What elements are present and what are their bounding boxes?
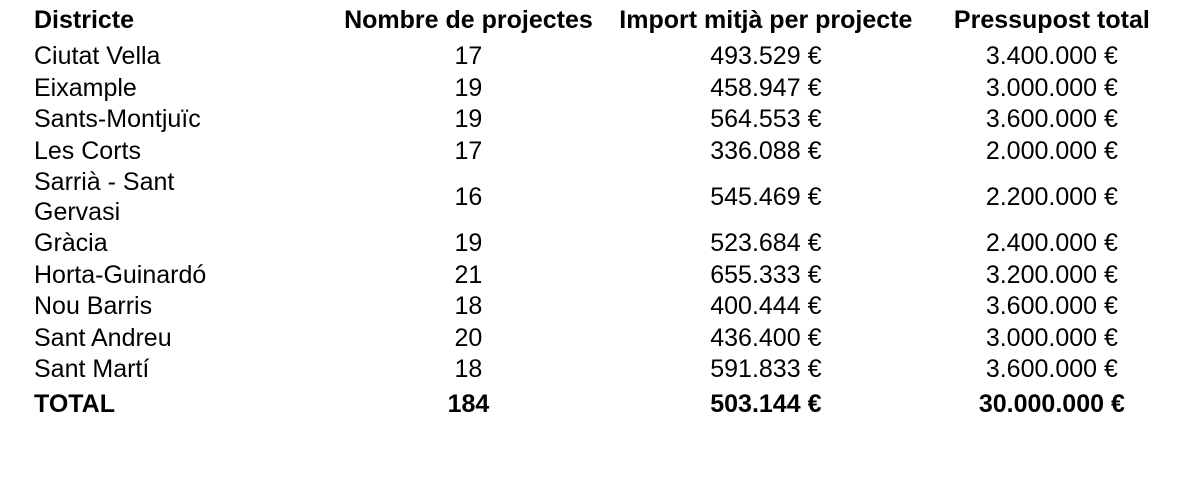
cell-district [28, 136, 337, 168]
district-name: Sant Martí [34, 355, 150, 383]
table-row [28, 228, 1172, 260]
district-name: Eixample [34, 73, 137, 102]
table-row [28, 73, 1172, 105]
cell-district [28, 323, 337, 355]
cell-budget: 2.200.000 € [985, 182, 1118, 211]
district-name: Nou Barris [34, 292, 153, 320]
table-header [28, 4, 1172, 41]
table-total-row [28, 386, 1172, 421]
column-header-average: Import mitjà per projecte [619, 6, 913, 34]
cell-budget: 3.000.000 € [985, 323, 1118, 352]
cell-district [28, 228, 337, 260]
cell-count: 21 [454, 260, 483, 289]
cell-count: 16 [454, 182, 483, 211]
cell-count: 18 [454, 292, 483, 320]
cell-average: 545.469 € [710, 182, 822, 211]
cell-budget: 3.000.000 € [985, 73, 1118, 102]
cell-budget: 2.000.000 € [985, 136, 1118, 165]
cell-total-label: TOTAL [34, 389, 116, 418]
district-name: Sarrià - Sant Gervasi [34, 168, 175, 226]
cell-total-average: 503.144 € [710, 389, 822, 418]
table-row [28, 136, 1172, 168]
cell-average: 493.529 € [710, 42, 822, 70]
cell-count: 19 [454, 229, 483, 257]
cell-average: 655.333 € [710, 260, 822, 289]
cell-budget: 2.400.000 € [985, 229, 1118, 257]
table-row [28, 291, 1172, 323]
cell-average: 458.947 € [710, 73, 822, 102]
cell-average: 591.833 € [710, 355, 822, 383]
cell-total-budget: 30.000.000 € [978, 389, 1125, 418]
table-row [28, 41, 1172, 73]
cell-district [28, 73, 337, 105]
cell-count: 20 [454, 323, 483, 352]
cell-budget: 3.600.000 € [985, 292, 1118, 320]
cell-budget: 3.200.000 € [985, 260, 1118, 289]
cell-total-count: 184 [447, 389, 490, 418]
table-row [28, 167, 1172, 228]
cell-count: 17 [454, 136, 483, 165]
table-row [28, 260, 1172, 292]
cell-average: 336.088 € [710, 136, 822, 165]
cell-count: 19 [454, 105, 483, 133]
table-header-row [28, 4, 1172, 41]
district-name: Ciutat Vella [34, 42, 161, 70]
cell-district [28, 291, 337, 323]
district-name: Sant Andreu [34, 323, 172, 352]
cell-average: 400.444 € [710, 292, 822, 320]
cell-district [28, 104, 337, 136]
cell-district [28, 354, 337, 386]
cell-count: 17 [454, 42, 483, 70]
cell-average: 564.553 € [710, 105, 822, 133]
cell-average: 523.684 € [710, 229, 822, 257]
column-header-district: Districte [34, 6, 135, 34]
table-body [28, 41, 1172, 420]
cell-count: 18 [454, 355, 483, 383]
district-name: Gràcia [34, 229, 108, 257]
districts-budget-table [28, 4, 1172, 420]
column-header-budget: Pressupost total [953, 6, 1150, 34]
district-name: Les Corts [34, 136, 141, 165]
column-header-count: Nombre de projectes [344, 6, 593, 34]
cell-district [28, 41, 337, 73]
cell-budget: 3.600.000 € [985, 105, 1118, 133]
table-row [28, 354, 1172, 386]
table-row [28, 323, 1172, 355]
cell-budget: 3.400.000 € [985, 42, 1118, 70]
cell-district [28, 167, 337, 228]
cell-district [28, 260, 337, 292]
district-name: Sants-Montjuïc [34, 105, 201, 133]
cell-count: 19 [454, 73, 483, 102]
district-name: Horta-Guinardó [34, 260, 207, 289]
table-row [28, 104, 1172, 136]
cell-budget: 3.600.000 € [985, 355, 1118, 383]
cell-average: 436.400 € [710, 323, 822, 352]
